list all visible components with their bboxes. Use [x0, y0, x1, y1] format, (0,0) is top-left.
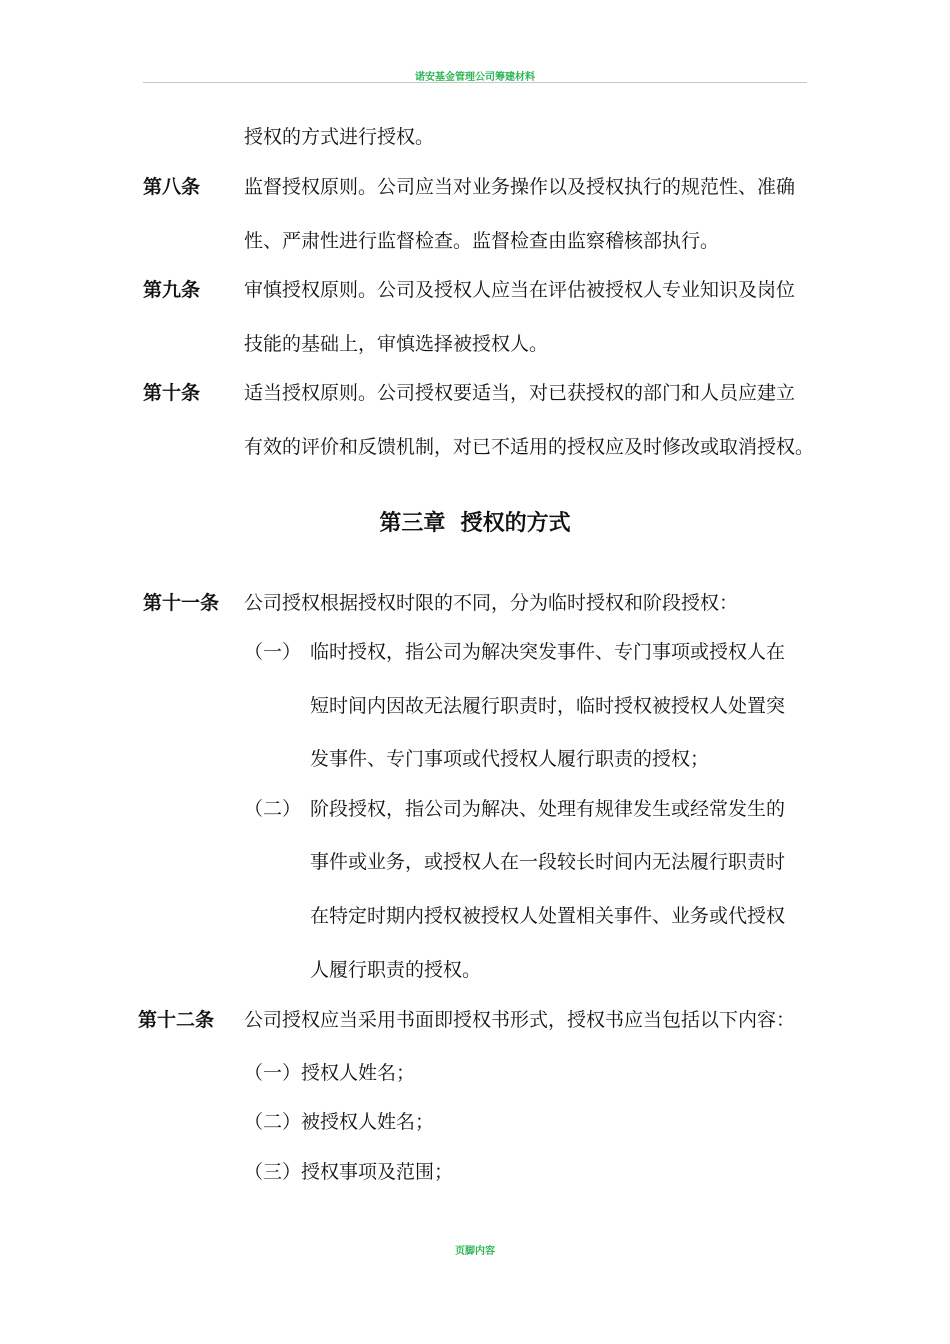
list-item-line: 短时间内因故无法履行职责时，临时授权被授权人处置突 — [310, 695, 786, 717]
article-12-intro: 公司授权应当采用书面即授权书形式，授权书应当包括以下内容： — [244, 1009, 796, 1031]
article-9-label: 第九条 — [143, 279, 201, 301]
list-marker: （二） — [244, 798, 302, 820]
article-8-line: 性、严肃性进行监督检查。监督检查由监察稽核部执行。 — [244, 230, 720, 252]
article-8-line: 监督授权原则。公司应当对业务操作以及授权执行的规范性、准确 — [244, 176, 796, 198]
list-item: （三）授权事项及范围； — [244, 1161, 454, 1183]
list-item-line: 临时授权，指公司为解决突发事件、专门事项或授权人在 — [310, 641, 786, 663]
article-11-intro: 公司授权根据授权时限的不同，分为临时授权和阶段授权： — [244, 592, 739, 614]
article-11-label: 第十一条 — [143, 592, 220, 614]
header-divider — [143, 82, 807, 83]
list-item: （一）授权人姓名； — [244, 1062, 416, 1084]
list-marker: （一） — [244, 641, 302, 663]
article-10-label: 第十条 — [143, 382, 201, 404]
article-12-label: 第十二条 — [138, 1009, 215, 1031]
page-footer: 页脚内容 — [455, 1246, 495, 1257]
list-item-line: 人履行职责的授权。 — [310, 959, 482, 981]
chapter-heading: 第三章 授权的方式 — [379, 511, 571, 536]
page-header: 诺安基金管理公司筹建材料 — [415, 72, 535, 83]
list-item: （二）被授权人姓名； — [244, 1111, 435, 1133]
article-7-tail: 授权的方式进行授权。 — [244, 126, 435, 148]
article-9-line: 技能的基础上，审慎选择被授权人。 — [244, 333, 549, 355]
list-item-line: 事件或业务，或授权人在一段较长时间内无法履行职责时 — [310, 851, 786, 873]
article-10-line: 适当授权原则。公司授权要适当，对已获授权的部门和人员应建立 — [244, 382, 796, 404]
article-9-line: 审慎授权原则。公司及授权人应当在评估被授权人专业知识及岗位 — [244, 279, 796, 301]
article-8-label: 第八条 — [143, 176, 201, 198]
list-item-line: 发事件、专门事项或代授权人履行职责的授权； — [310, 748, 710, 770]
list-item-line: 在特定时期内授权被授权人处置相关事件、业务或代授权 — [310, 905, 786, 927]
list-item-line: 阶段授权，指公司为解决、处理有规律发生或经常发生的 — [310, 798, 786, 820]
article-10-line: 有效的评价和反馈机制，对已不适用的授权应及时修改或取消授权。 — [244, 436, 815, 458]
